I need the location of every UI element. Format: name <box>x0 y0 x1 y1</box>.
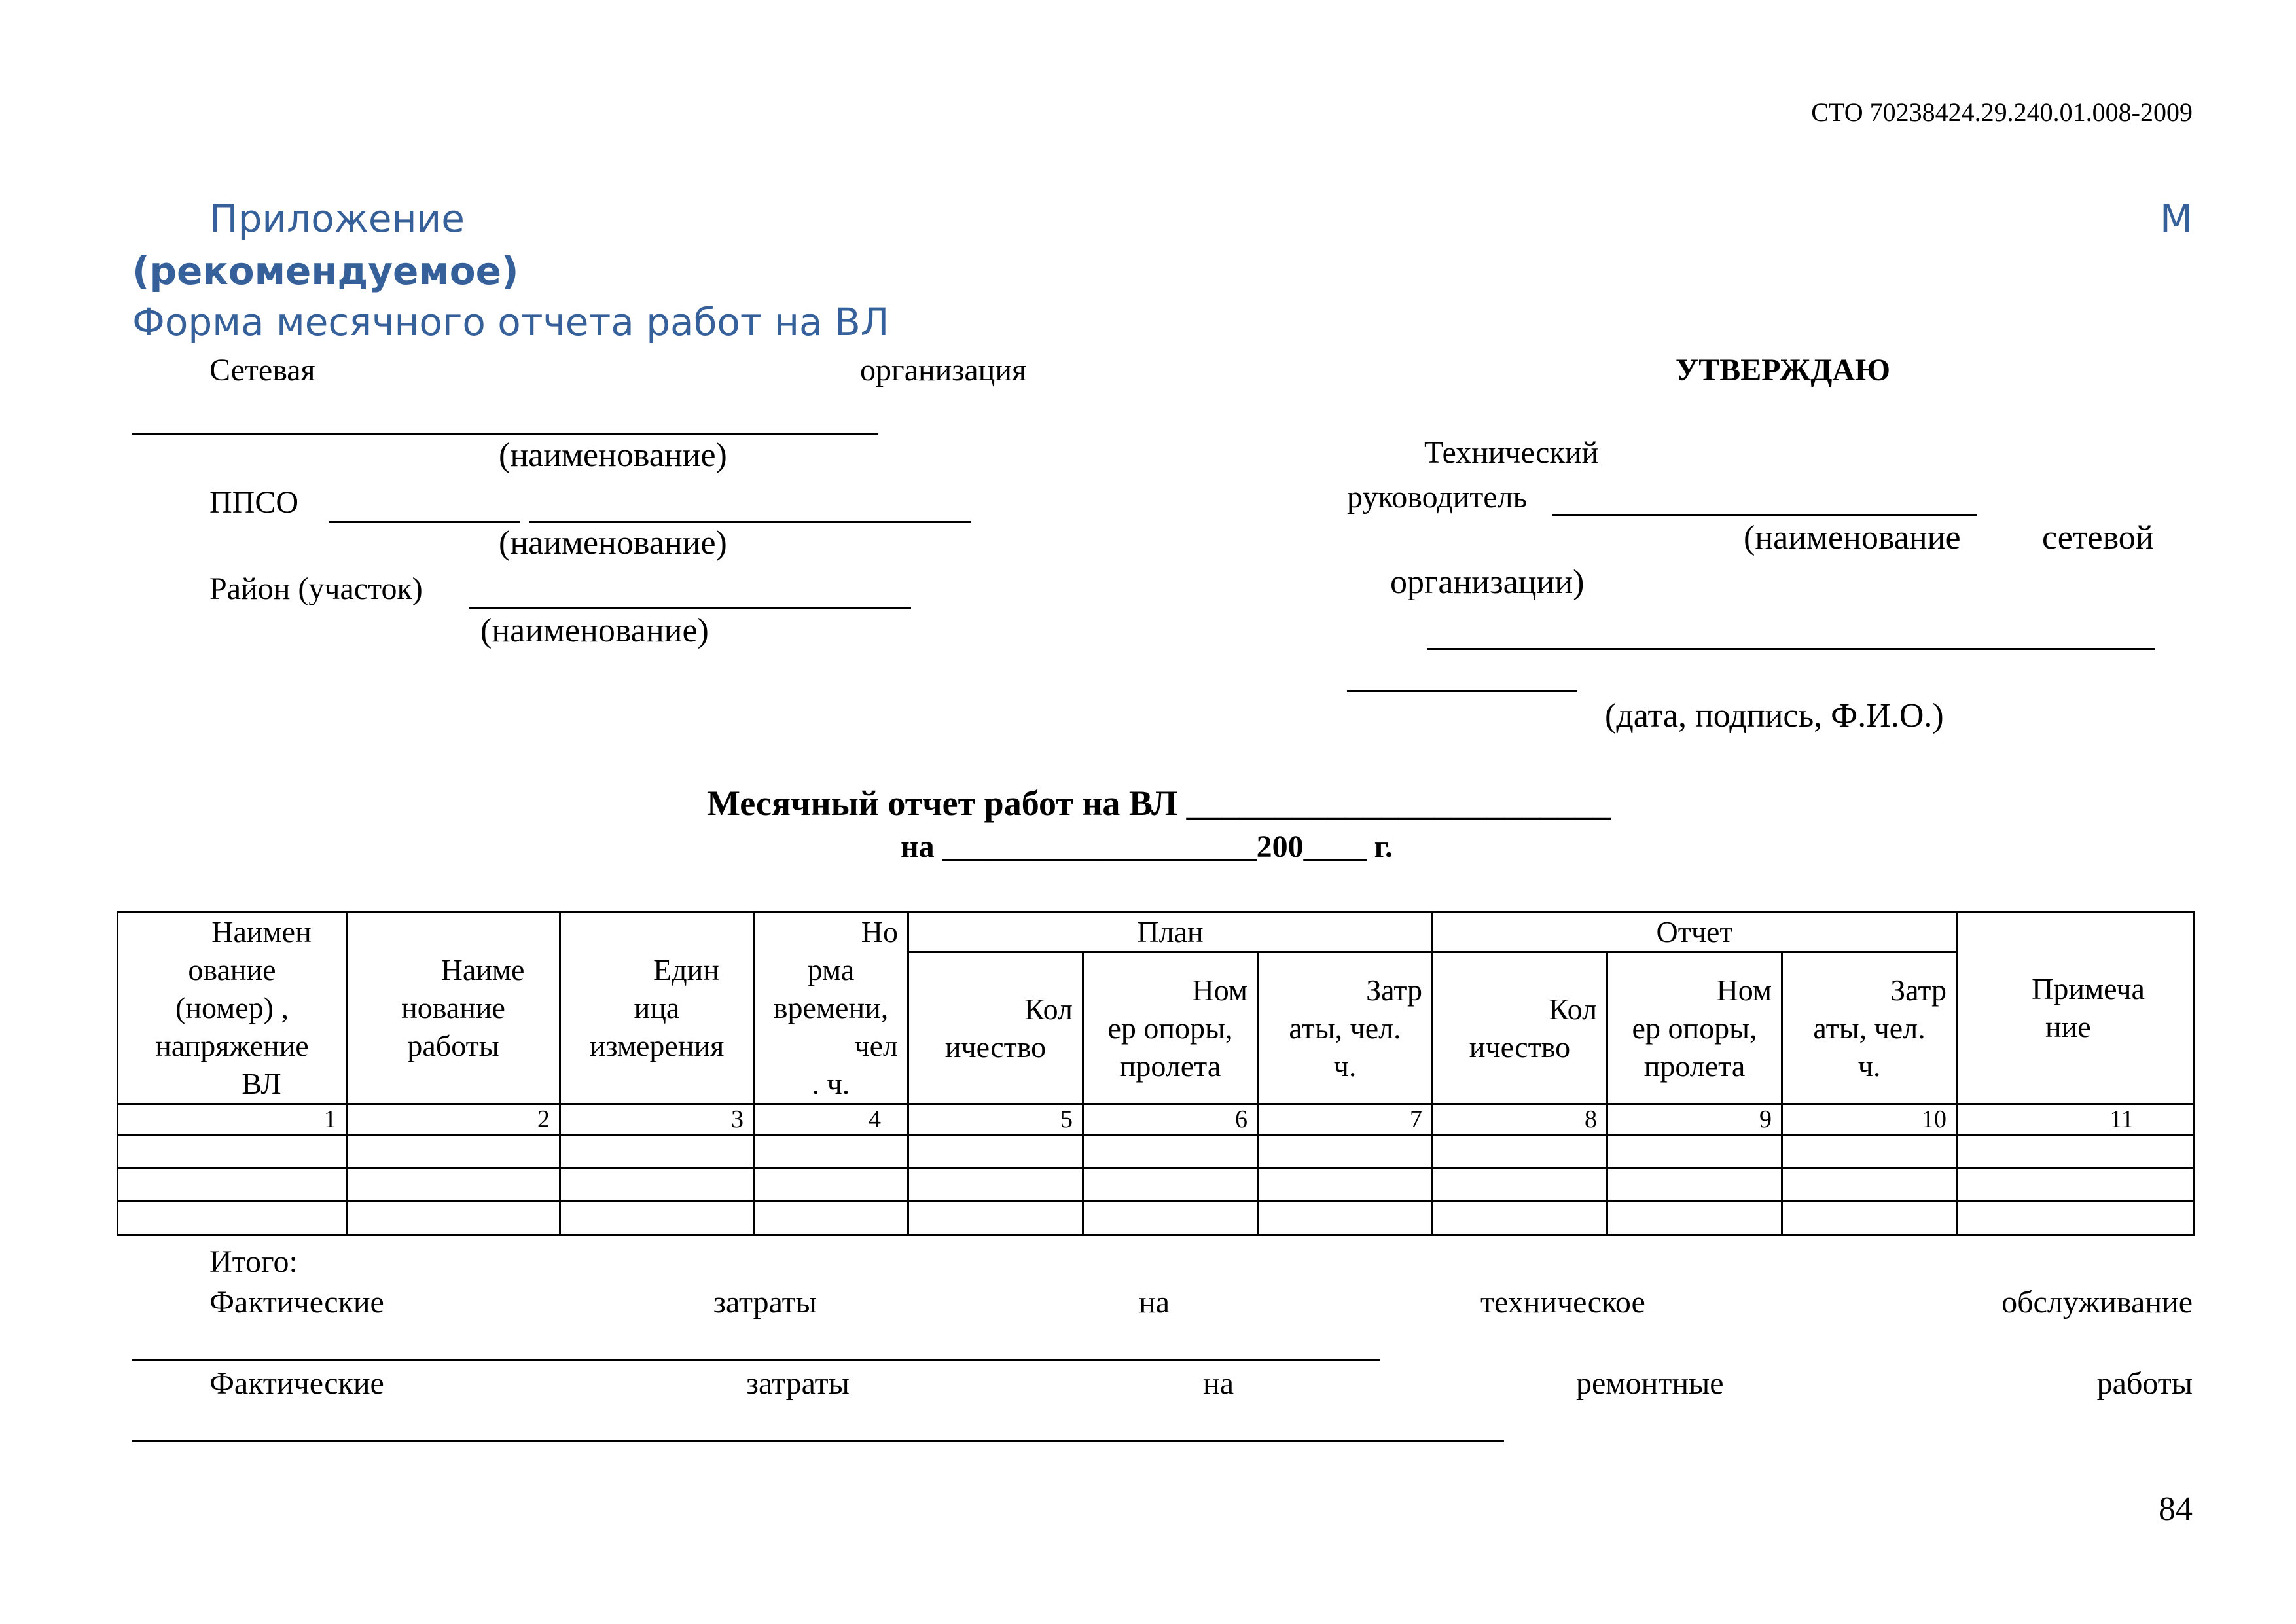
table-cell[interactable] <box>1258 1135 1433 1168</box>
table-cell[interactable] <box>560 1135 754 1168</box>
appendix-letter: М <box>2159 196 2193 241</box>
col-number: 4 <box>754 1104 908 1135</box>
col-number: 7 <box>1258 1104 1433 1135</box>
report-title-line2: на ____________________200____ г. <box>901 829 1393 864</box>
table-cell[interactable] <box>1607 1168 1782 1202</box>
appendix-label: Приложение <box>209 196 465 241</box>
table-header-row-1 <box>118 912 2194 952</box>
table-cell[interactable] <box>754 1135 908 1168</box>
repair-word-2: затраты <box>746 1366 850 1401</box>
col-number: 1 <box>118 1104 347 1135</box>
header-note: Примеча ние <box>1957 912 2194 1104</box>
maintenance-word-5: обслуживание <box>2001 1285 2193 1320</box>
report-title-line1: Месячный отчет работ на ВЛ ________________________ <box>707 784 1611 823</box>
ppso-label: ППСО <box>209 485 299 520</box>
table-cell[interactable] <box>1433 1202 1607 1235</box>
network-org-word1: Сетевая <box>209 353 315 388</box>
table-cell[interactable] <box>118 1168 347 1202</box>
table-cell[interactable] <box>1433 1168 1607 1202</box>
maintenance-word-2: затраты <box>713 1285 817 1320</box>
col-number: 8 <box>1433 1104 1607 1135</box>
approve-sign-hint: (дата, подпись, Ф.И.О.) <box>1605 697 1944 734</box>
total-label: Итого: <box>209 1244 298 1279</box>
table-cell[interactable] <box>908 1135 1083 1168</box>
table-cell[interactable] <box>1083 1202 1258 1235</box>
col-number: 11 <box>1957 1104 2194 1135</box>
table-number-row <box>118 1104 2194 1135</box>
table-cell[interactable] <box>118 1135 347 1168</box>
table-cell[interactable] <box>560 1202 754 1235</box>
repair-word-4: ремонтные <box>1576 1366 1724 1401</box>
appendix-title: Форма месячного отчета работ на ВЛ <box>132 300 889 344</box>
table-cell[interactable] <box>1782 1168 1957 1202</box>
approve-heading: УТВЕРЖДАЮ <box>1676 353 1891 388</box>
table-cell[interactable] <box>1607 1202 1782 1235</box>
repair-cost-line[interactable] <box>132 1440 1504 1442</box>
table-cell[interactable] <box>754 1202 908 1235</box>
header-plan-cost: Затр аты, чел. ч. <box>1258 952 1433 1104</box>
header-report-qty: Кол ичество <box>1433 952 1607 1104</box>
ppso-code-line[interactable] <box>329 521 520 523</box>
repair-word-3: на <box>1203 1366 1234 1401</box>
appendix-kind: (рекомендуемое) <box>132 249 519 293</box>
network-org-name-line[interactable] <box>132 433 878 435</box>
table-cell[interactable] <box>1607 1135 1782 1168</box>
col-number: 6 <box>1083 1104 1258 1135</box>
approve-role-line2: руководитель <box>1347 480 1528 514</box>
table-cell[interactable] <box>118 1202 347 1235</box>
page-number: 84 <box>2159 1490 2193 1528</box>
table-row[interactable] <box>118 1168 2194 1202</box>
header-group-report: Отчет <box>1433 912 1957 952</box>
maintenance-word-4: техническое <box>1480 1285 1645 1320</box>
table-row[interactable] <box>118 1135 2194 1168</box>
district-name-line[interactable] <box>469 607 911 609</box>
approve-date-line[interactable] <box>1347 690 1577 692</box>
approve-signature-line[interactable] <box>1552 514 1977 516</box>
table-cell[interactable] <box>1782 1202 1957 1235</box>
table-cell[interactable] <box>1258 1168 1433 1202</box>
table-cell[interactable] <box>347 1168 560 1202</box>
approve-role-line1: Технический <box>1424 435 1599 470</box>
table-cell[interactable] <box>1083 1168 1258 1202</box>
approve-org-hint2: сетевой <box>2042 519 2154 556</box>
table-row[interactable] <box>118 1202 2194 1235</box>
report-table <box>117 911 2195 1236</box>
col-number: 5 <box>908 1104 1083 1135</box>
header-time-norm: Но рма времени, чел . ч. <box>754 912 908 1104</box>
header-group-plan: План <box>908 912 1433 952</box>
header-unit: Един ица измерения <box>560 912 754 1104</box>
header-report-cost: Затр аты, чел. ч. <box>1782 952 1957 1104</box>
table-cell[interactable] <box>908 1202 1083 1235</box>
table-cell[interactable] <box>1957 1202 2194 1235</box>
header-report-pole: Ном ер опоры, пролета <box>1607 952 1782 1104</box>
col-number: 2 <box>347 1104 560 1135</box>
approve-org-line[interactable] <box>1427 648 2155 650</box>
table-cell[interactable] <box>1433 1135 1607 1168</box>
approve-org-hint1: (наименование <box>1744 519 1961 556</box>
table-cell[interactable] <box>1957 1168 2194 1202</box>
repair-word-5: работы <box>2096 1366 2193 1401</box>
table-cell[interactable] <box>1957 1135 2194 1168</box>
col-number: 9 <box>1607 1104 1782 1135</box>
approve-org-hint3: организации) <box>1390 564 1585 601</box>
header-work-name: Наиме нование работы <box>347 912 560 1104</box>
repair-word-1: Фактические <box>209 1366 384 1401</box>
table-cell[interactable] <box>347 1135 560 1168</box>
table-cell[interactable] <box>1782 1135 1957 1168</box>
network-org-word2: организация <box>860 353 1027 388</box>
table-cell[interactable] <box>560 1168 754 1202</box>
ppso-name-line[interactable] <box>529 521 971 523</box>
table-cell[interactable] <box>908 1168 1083 1202</box>
maintenance-cost-line[interactable] <box>132 1359 1380 1361</box>
document-code: СТО 70238424.29.240.01.008-2009 <box>1811 98 2193 127</box>
district-label: Район (участок) <box>209 571 423 606</box>
maintenance-word-3: на <box>1139 1285 1170 1320</box>
table-cell[interactable] <box>1258 1202 1433 1235</box>
header-line-name: Наимен ование (номер) , напряжение ВЛ <box>118 912 347 1104</box>
district-name-hint: (наименование) <box>480 612 709 649</box>
maintenance-word-1: Фактические <box>209 1285 384 1320</box>
col-number: 10 <box>1782 1104 1957 1135</box>
header-plan-qty: Кол ичество <box>908 952 1083 1104</box>
header-plan-pole: Ном ер опоры, пролета <box>1083 952 1258 1104</box>
network-org-name-hint: (наименование) <box>499 437 727 474</box>
table-cell[interactable] <box>1083 1135 1258 1168</box>
col-number: 3 <box>560 1104 754 1135</box>
table-cell[interactable] <box>347 1202 560 1235</box>
table-cell[interactable] <box>754 1168 908 1202</box>
ppso-name-hint: (наименование) <box>499 524 727 562</box>
